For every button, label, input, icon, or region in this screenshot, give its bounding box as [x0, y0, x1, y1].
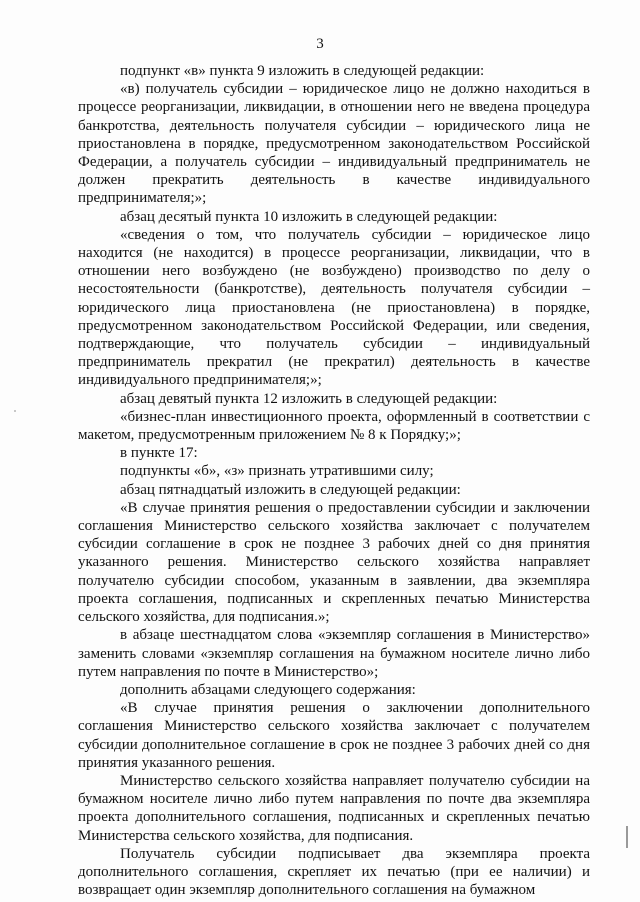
paragraph: «В случае принятия решения о предоставлении субсидии и заключении соглашения Министерство сельского хозяйства заключает с получателем субсидии соглашение в срок не позднее 3 рабочих дней со дня принятия указанного решения. Министерство сельского хозяйства направляет получателю субсидии способом, указанным в заявлении, два экземпляра проекта соглашения, подписанных и скрепленных печатью Министерства сельского хозяйства, для подписания.»;	[78, 499, 590, 626]
paragraph: «бизнес-план инвестиционного проекта, оформленный в соответствии с макетом, предусмотренным приложением № 8 к Порядку;»;	[78, 408, 590, 444]
paragraph: в абзаце шестнадцатом слова «экземпляр соглашения в Министерство» заменить словами «экземпляр соглашения на бумажном носителе лично либо путем направления по почте в Министерство»;	[78, 627, 590, 680]
scan-artifact	[14, 410, 16, 412]
paragraph: «в) получатель субсидии – юридическое лицо не должно находиться в процессе реорганизации, ликвидации, в отношении него не введена процедура банкротства, деятельность получателя субсидии – юридического лица не приостановлена в порядке, предусмотренном законодательством Российской Федерации, а получатель субсидии – индивидуальный предприниматель не должен прекратить деятельность в качестве индивидуального предпринимателя;»;	[78, 81, 590, 207]
document-body	[78, 62, 590, 899]
paragraph: «сведения о том, что получатель субсидии – юридическое лицо находится (не находится) в процессе реорганизации, ликвидации, что в отношении него возбуждено (не возбуждено) производство по делу о несостоятельности (банкротстве), деятельность получателя субсидии – юридического лица приостановлена (не приостановлена) в порядке, предусмотренном законодательством Российской Федерации, или сведения, подтверждающие, что получатель субсидии – индивидуальный предприниматель прекратил (не прекратил) деятельность в качестве индивидуального предпринимателя;»;	[78, 226, 590, 389]
paragraph: «В случае принятия решения о заключении дополнительного соглашения Министерство сельского хозяйства заключает с получателем субсидии дополнительное соглашение в срок не позднее 3 рабочих дней со дня принятия указанного решения.	[78, 700, 590, 771]
paragraph: абзац девятый пункта 12 изложить в следующей редакции:	[120, 390, 498, 407]
page-number: 3	[316, 36, 324, 52]
paragraph: абзац пятнадцатый изложить в следующей редакции:	[120, 481, 461, 498]
paragraph: абзац десятый пункта 10 изложить в следующей редакции:	[120, 208, 498, 225]
paragraph: Министерство сельского хозяйства направляет получателю субсидии на бумажном носителе лично либо путем направления по почте два экземпляра проекта дополнительного соглашения, подписанных и скрепленных печатью Министерства сельского хозяйства, для подписания.	[78, 772, 590, 844]
paragraph: в пункте 17:	[120, 445, 198, 462]
paragraph: дополнить абзацами следующего содержания:	[120, 681, 416, 698]
paragraph: Получатель субсидии подписывает два экземпляра проекта дополнительного соглашения, скрепляет их печатью (при ее наличии) и возвращает один экземпляр дополнительного соглашения на бумажном	[78, 845, 590, 899]
scan-artifact	[626, 826, 628, 848]
paragraph: подпункты «б», «з» признать утратившими силу;	[120, 463, 434, 480]
paragraph: подпункт «в» пункта 9 изложить в следующей редакции:	[120, 63, 485, 79]
